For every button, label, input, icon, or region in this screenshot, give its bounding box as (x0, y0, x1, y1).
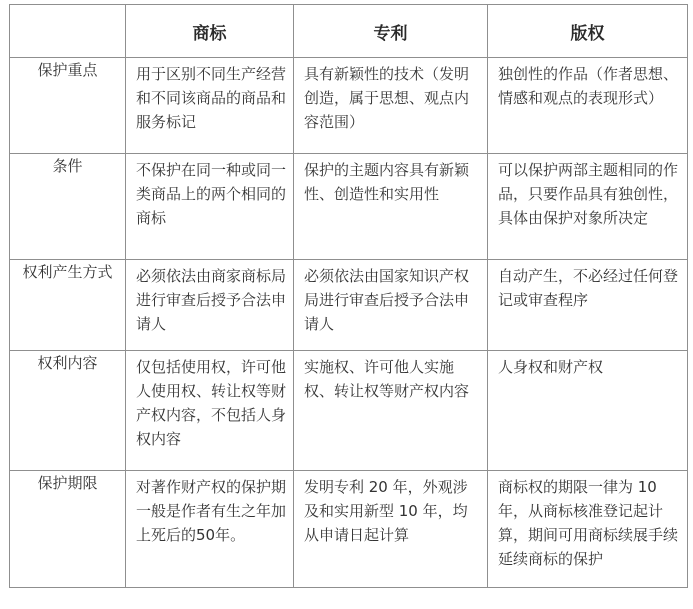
ip-comparison-table (9, 4, 688, 588)
cell-trademark: 对著作财产权的保护期一般是作者有生之年加上死后的50年。 (126, 471, 294, 588)
cell-copyright: 自动产生，不必经过任何登记或审查程序 (488, 260, 688, 351)
cell-copyright: 可以保护两部主题相同的作品，只要作品具有独创性，具体由保护对象所决定 (488, 154, 688, 260)
cell-patent: 发明专利 20 年，外观涉及和实用新型 10 年，均从申请日起计算 (294, 471, 488, 588)
table-row-conditions (10, 154, 688, 260)
row-label: 保护期限 (10, 471, 126, 588)
table-row-right-origin (10, 260, 688, 351)
cell-patent: 必须依法由国家知识产权局进行审查后授予合法申请人 (294, 260, 488, 351)
cell-patent: 具有新颖性的技术（发明创造，属于思想、观点内容范围） (294, 58, 488, 154)
row-label: 权利内容 (10, 351, 126, 471)
column-header-trademark: 商标 (126, 5, 294, 58)
header-row (10, 5, 688, 58)
cell-trademark: 用于区别不同生产经营和不同该商品的商品和服务标记 (126, 58, 294, 154)
table-row-protection-term (10, 471, 688, 588)
cell-trademark: 必须依法由商家商标局进行审查后授予合法申请人 (126, 260, 294, 351)
cell-copyright: 人身权和财产权 (488, 351, 688, 471)
cell-patent: 保护的主题内容具有新颖性、创造性和实用性 (294, 154, 488, 260)
table-row-protection-focus (10, 58, 688, 154)
cell-copyright: 独创性的作品（作者思想、情感和观点的表现形式） (488, 58, 688, 154)
corner-cell (10, 5, 126, 58)
column-header-copyright: 版权 (488, 5, 688, 58)
row-label: 权利产生方式 (10, 260, 126, 351)
cell-patent: 实施权、许可他人实施权、转让权等财产权内容 (294, 351, 488, 471)
row-label: 保护重点 (10, 58, 126, 154)
cell-trademark: 仅包括使用权，许可他人使用权、转让权等财产权内容，不包括人身权内容 (126, 351, 294, 471)
cell-trademark: 不保护在同一种或同一类商品上的两个相同的商标 (126, 154, 294, 260)
table-row-right-content (10, 351, 688, 471)
row-label: 条件 (10, 154, 126, 260)
column-header-patent: 专利 (294, 5, 488, 58)
cell-copyright: 商标权的期限一律为 10 年，从商标核准登记起计算，期间可用商标续展手续延续商标的保护 (488, 471, 688, 588)
